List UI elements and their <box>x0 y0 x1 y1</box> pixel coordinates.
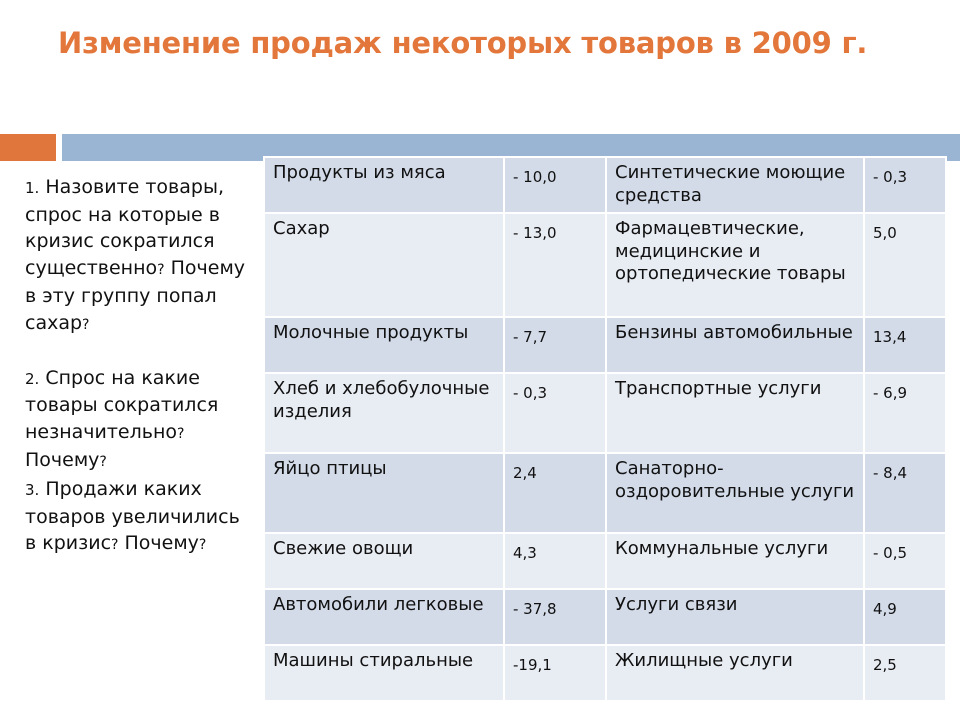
product-name: Продукты из мяса <box>264 157 504 213</box>
table-row <box>264 645 946 701</box>
questions-panel <box>25 174 250 559</box>
question-mark: ? <box>198 537 207 554</box>
accent-bar-orange <box>0 134 56 161</box>
change-value: - 0,3 <box>864 157 946 213</box>
question-mark: ? <box>99 454 107 471</box>
sales-change-table <box>263 156 947 702</box>
product-name: Яйцо птицы <box>264 453 504 533</box>
product-name: Машины стиральные <box>264 645 504 701</box>
change-value: - 37,8 <box>504 589 606 645</box>
product-name: Коммунальные услуги <box>606 533 864 589</box>
change-value: 4,3 <box>504 533 606 589</box>
product-name: Сахар <box>264 213 504 317</box>
table-row <box>264 453 946 533</box>
change-value: 4,9 <box>864 589 946 645</box>
question-mark: ? <box>157 261 165 278</box>
product-name: Автомобили легковые <box>264 589 504 645</box>
table-row <box>264 213 946 317</box>
product-name: Фармацевтические, медицинские и ортопедические товары <box>606 213 864 317</box>
table-row <box>264 157 946 213</box>
product-name: Санаторно-оздоровительные услуги <box>606 453 864 533</box>
table-row <box>264 317 946 373</box>
change-value: 5,0 <box>864 213 946 317</box>
product-name: Свежие овощи <box>264 533 504 589</box>
question-mark: ? <box>177 425 185 442</box>
question-3 <box>25 476 250 559</box>
product-name: Синтетические моющие средства <box>606 157 864 213</box>
product-name: Жилищные услуги <box>606 645 864 701</box>
change-value: - 10,0 <box>504 157 606 213</box>
table-row <box>264 373 946 453</box>
question-mark: ? <box>111 537 119 554</box>
product-name: Услуги связи <box>606 589 864 645</box>
change-value: - 0,5 <box>864 533 946 589</box>
change-value: - 7,7 <box>504 317 606 373</box>
change-value: 13,4 <box>864 317 946 373</box>
product-name: Молочные продукты <box>264 317 504 373</box>
change-value: - 0,3 <box>504 373 606 453</box>
change-value: - 8,4 <box>864 453 946 533</box>
question-text-followup: Почему в эту группу попал сахар <box>25 256 246 334</box>
question-text-followup: Почему <box>25 449 100 472</box>
question-text-followup: Почему <box>124 532 199 555</box>
question-number: 1. <box>25 179 40 197</box>
table-row <box>264 589 946 645</box>
question-mark: ? <box>82 316 90 333</box>
question-text: Назовите товары, спрос на которые в кризис сократился существенно <box>25 176 224 279</box>
product-name: Бензины автомобильные <box>606 317 864 373</box>
question-number: 2. <box>25 369 40 388</box>
question-number: 3. <box>25 480 40 499</box>
question-2 <box>25 365 250 476</box>
table-row <box>264 533 946 589</box>
change-value: - 6,9 <box>864 373 946 453</box>
question-1 <box>25 174 250 339</box>
change-value: 2,4 <box>504 453 606 533</box>
change-value: 2,5 <box>864 645 946 701</box>
product-name: Транспортные услуги <box>606 373 864 453</box>
product-name: Хлеб и хлебобулочные изделия <box>264 373 504 453</box>
question-text: Продажи каких товаров увеличились в кризис <box>25 477 240 555</box>
change-value: - 13,0 <box>504 213 606 317</box>
change-value: -19,1 <box>504 645 606 701</box>
question-text: Спрос на какие товары сократился незначительно <box>25 366 219 443</box>
slide-title: Изменение продаж некоторых товаров в 2009 г. <box>58 26 868 60</box>
